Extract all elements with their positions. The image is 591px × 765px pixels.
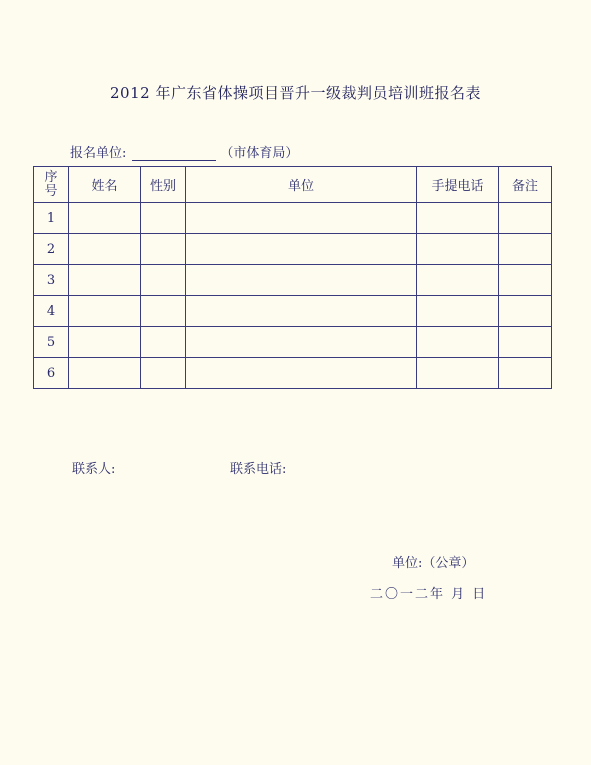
- row-seq: 2: [34, 234, 69, 265]
- table-row: [34, 358, 552, 389]
- cell-unit[interactable]: [186, 234, 417, 265]
- row-seq: 4: [34, 296, 69, 327]
- cell-gender[interactable]: [141, 203, 186, 234]
- cell-phone[interactable]: [417, 296, 499, 327]
- row-seq: 1: [34, 203, 69, 234]
- registering-unit-blank: [132, 147, 216, 161]
- cell-unit[interactable]: [186, 265, 417, 296]
- cell-name[interactable]: [69, 296, 141, 327]
- cell-phone[interactable]: [417, 327, 499, 358]
- cell-remarks[interactable]: [499, 265, 552, 296]
- table-row: [34, 265, 552, 296]
- cell-remarks[interactable]: [499, 234, 552, 265]
- cell-phone[interactable]: [417, 265, 499, 296]
- cell-unit[interactable]: [186, 296, 417, 327]
- cell-name[interactable]: [69, 234, 141, 265]
- row-seq: 5: [34, 327, 69, 358]
- cell-remarks[interactable]: [499, 296, 552, 327]
- table-row: [34, 203, 552, 234]
- contact-person-label: 联系人:: [72, 462, 116, 477]
- registering-unit-line: [70, 142, 298, 161]
- header-seq: 序号: [34, 167, 69, 203]
- header-name: 姓名: [69, 167, 141, 203]
- cell-phone[interactable]: [417, 358, 499, 389]
- form-title: 2012 年广东省体操项目晋升一级裁判员培训班报名表: [110, 84, 481, 102]
- cell-remarks[interactable]: [499, 203, 552, 234]
- registering-unit-note: （市体育局）: [220, 146, 299, 161]
- contact-phone-label: 联系电话:: [230, 462, 287, 477]
- cell-gender[interactable]: [141, 296, 186, 327]
- date-label: 二〇一二年 月 日: [370, 587, 488, 602]
- cell-unit[interactable]: [186, 327, 417, 358]
- cell-name[interactable]: [69, 358, 141, 389]
- header-phone: 手提电话: [417, 167, 499, 203]
- header-unit: 单位: [186, 167, 417, 203]
- registering-unit-label: 报名单位:: [70, 146, 127, 161]
- cell-gender[interactable]: [141, 327, 186, 358]
- header-gender: 性别: [141, 167, 186, 203]
- cell-phone[interactable]: [417, 234, 499, 265]
- table-row: [34, 296, 552, 327]
- registration-table: [33, 166, 552, 389]
- row-seq: 6: [34, 358, 69, 389]
- table-row: [34, 234, 552, 265]
- cell-gender[interactable]: [141, 358, 186, 389]
- table-header-row: [34, 167, 552, 203]
- table-row: [34, 327, 552, 358]
- cell-remarks[interactable]: [499, 358, 552, 389]
- cell-gender[interactable]: [141, 265, 186, 296]
- cell-phone[interactable]: [417, 203, 499, 234]
- cell-gender[interactable]: [141, 234, 186, 265]
- cell-unit[interactable]: [186, 358, 417, 389]
- cell-remarks[interactable]: [499, 327, 552, 358]
- cell-name[interactable]: [69, 203, 141, 234]
- unit-seal-label: 单位:（公章）: [392, 556, 475, 571]
- row-seq: 3: [34, 265, 69, 296]
- cell-name[interactable]: [69, 327, 141, 358]
- header-remarks: 备注: [499, 167, 552, 203]
- cell-unit[interactable]: [186, 203, 417, 234]
- cell-name[interactable]: [69, 265, 141, 296]
